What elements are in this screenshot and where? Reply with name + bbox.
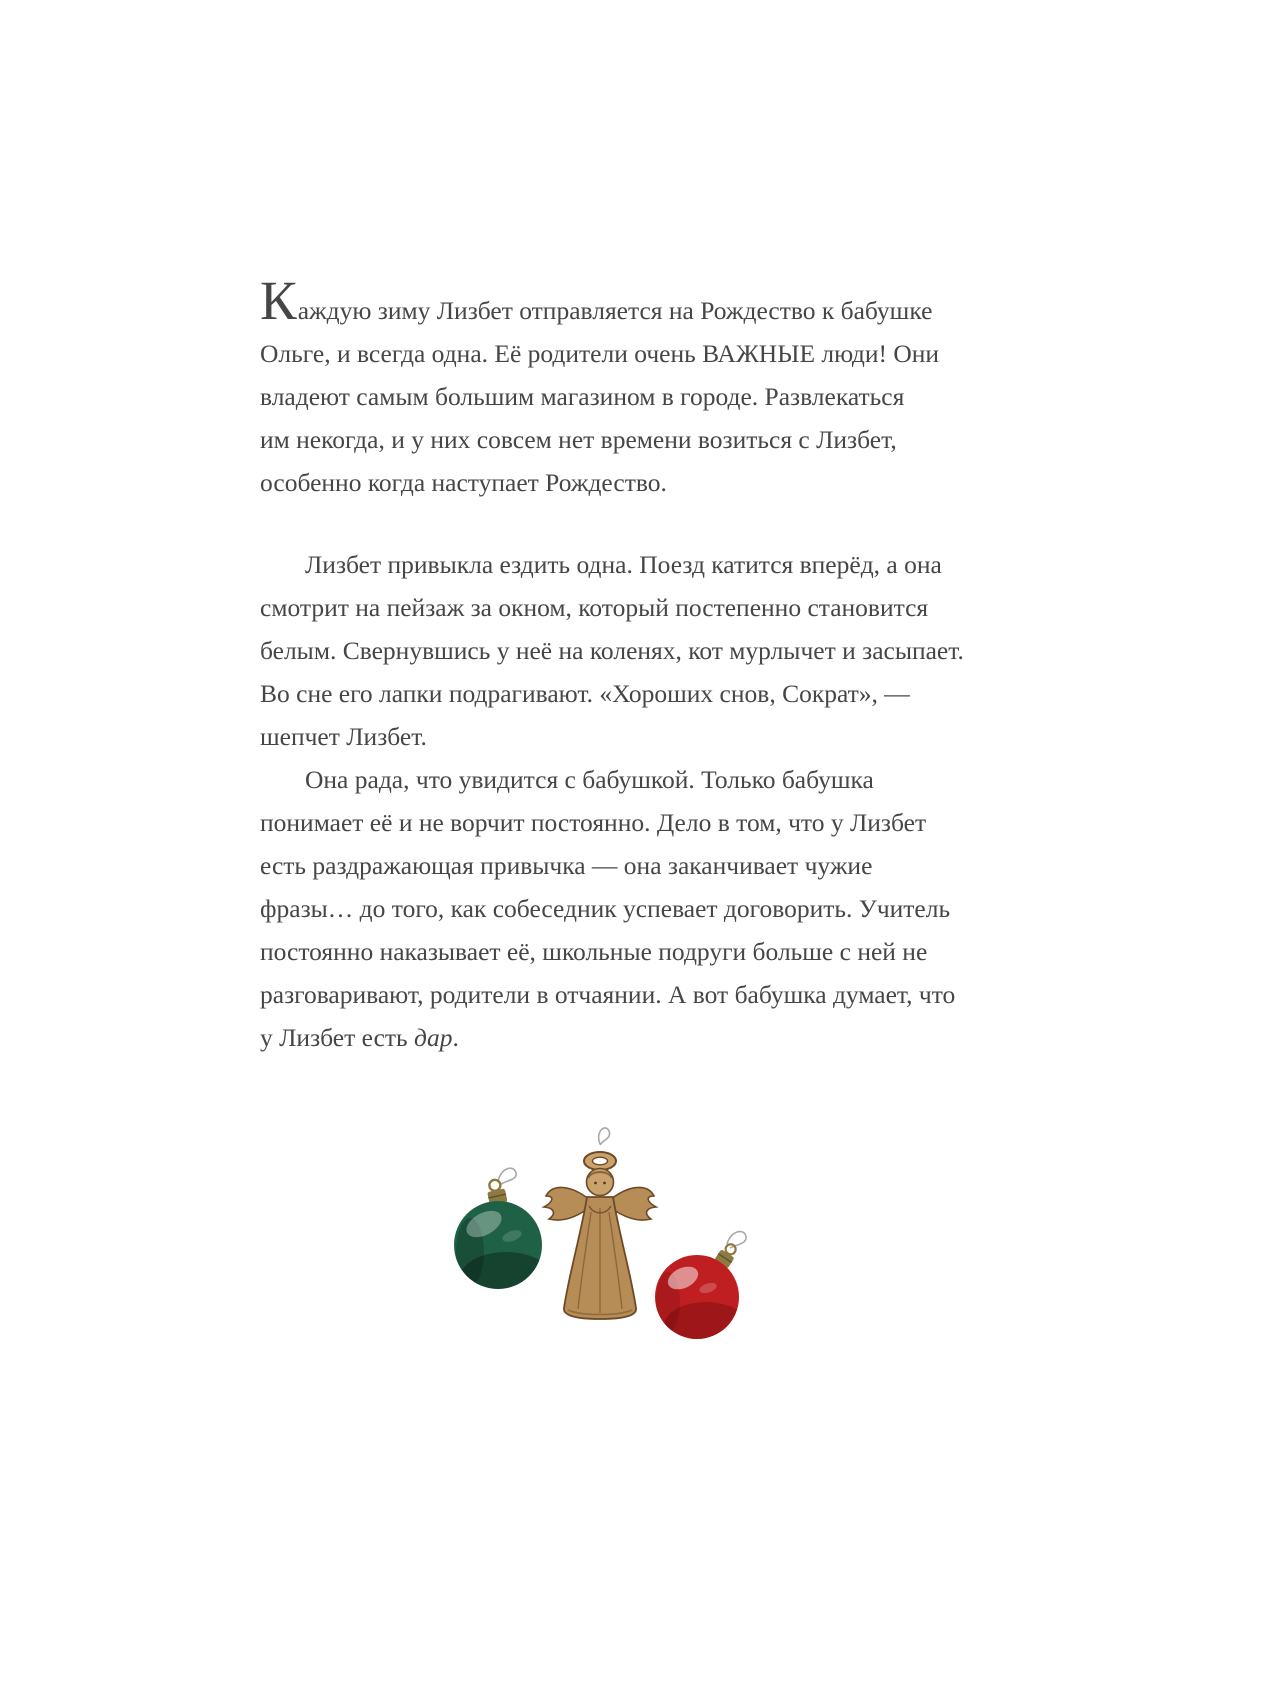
text-line: Лизбет привыкла ездить одна. Поезд катится вперёд, а она xyxy=(305,550,942,579)
text-line xyxy=(260,1016,960,1059)
text-line: Во сне его лапки подрагивают. «Хороших снов, Сократ», — xyxy=(260,679,910,708)
story-text xyxy=(260,270,964,1059)
text-line: есть раздражающая привычка — она заканчивает чужие xyxy=(260,851,873,880)
text-line: разговаривают, родители в отчаянии. А вот бабушка думает, что xyxy=(260,980,956,1009)
text-line: понимает её и не ворчит постоянно. Дело в том, что у Лизбет xyxy=(260,808,927,837)
angel-ornament xyxy=(544,1128,656,1319)
text-line: смотрит на пейзаж за окном, который постепенно становится xyxy=(260,593,929,622)
story-paragraph-2 xyxy=(260,543,964,758)
text-line: особенно когда наступает Рождество. xyxy=(260,468,667,497)
text-line-content: . xyxy=(452,1023,459,1052)
text-line: Она рада, что увидится с бабушкой. Только бабушка xyxy=(305,765,874,794)
text-line: владеют самым большим магазином в городе. Развлекаться xyxy=(260,382,905,411)
angel-string xyxy=(599,1128,610,1145)
green-ornament xyxy=(454,1168,552,1304)
emphasized-word: дар xyxy=(414,1023,453,1052)
text-line: шепчет Лизбет. xyxy=(260,722,427,751)
text-line: Ольге, и всегда одна. Её родители очень ВАЖНЫЕ люди! Они xyxy=(260,339,940,368)
text-line xyxy=(260,270,960,332)
text-line: белым. Свернувшись у неё на коленях, кот мурлычет и засыпает. xyxy=(260,636,964,665)
red-ornament xyxy=(655,1232,748,1350)
ornament-string xyxy=(727,1232,746,1248)
ornaments-illustration xyxy=(440,1112,770,1352)
text-line: постоянно наказывает её, школьные подруги больше с ней не xyxy=(260,937,928,966)
text-line-content: у Лизбет есть xyxy=(260,1023,415,1052)
text-line: им некогда, и у них совсем нет времени возиться с Лизбет, xyxy=(260,425,897,454)
text-line-content: аждую зиму Лизбет отправляется на Рождество к бабушке xyxy=(297,296,933,325)
initial-cap: К xyxy=(260,270,298,331)
story-paragraph-3 xyxy=(260,758,960,1059)
text-line: фразы… до того, как собеседник успевает договорить. Учитель xyxy=(260,894,951,923)
story-paragraph-1 xyxy=(260,270,960,504)
